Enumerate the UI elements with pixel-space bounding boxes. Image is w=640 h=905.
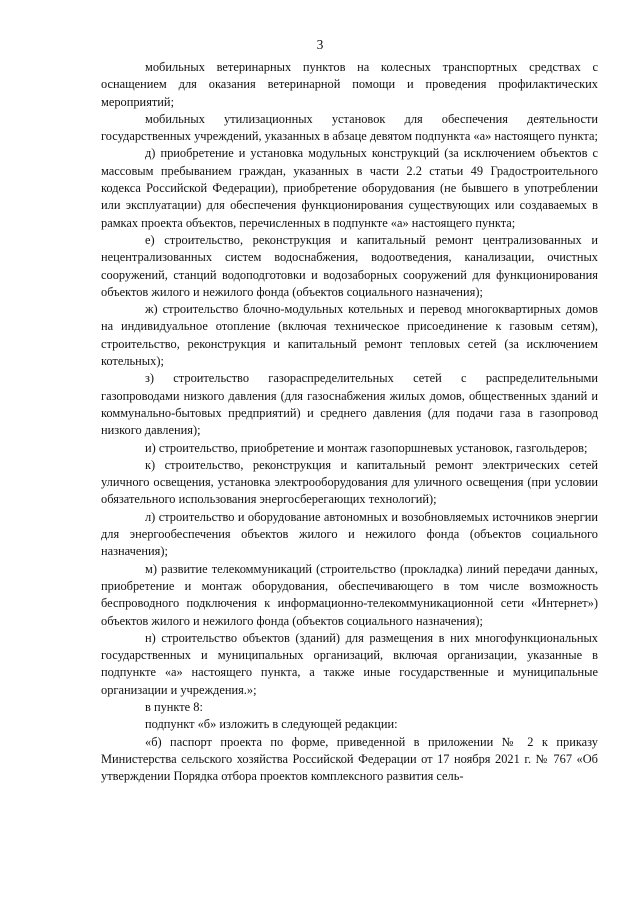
paragraph-item-e: е) строительство, реконструкция и капитальный ремонт централизованных и нецентрализованных систем водоснабжения, водоотведения, канализации, очистных сооружений, станций водоподготовки и водозаборных сооружений для функционирования объектов жилого и нежилого фонда (объектов социального назначения); xyxy=(101,232,598,299)
paragraph-item-z: з) строительство газораспределительных сетей с распределительными газопроводами низкого давления (для газоснабжения жилых домов, общественных зданий и коммунально-бытовых предприятий) и среднего давления (для подачи газа в газопровод низкого давления); xyxy=(101,371,598,438)
paragraph-item-k: к) строительство, реконструкция и капитальный ремонт электрических сетей уличного освещения, установка электрооборудования для уличного освещения (при условии обязательного использования энергосберегающих технологий); xyxy=(101,457,598,507)
page-number: 3 xyxy=(316,37,324,52)
paragraph-subpoint-b: «б) паспорт проекта по форме, приведенной в приложении № 2 к приказу Министерства сельского хозяйства Российской Федерации от 17 ноября 2021 г. № 767 «Об утверждении Порядка отбора проектов комплексного развития сель- xyxy=(101,734,598,784)
paragraph-item-d: д) приобретение и установка модульных конструкций (за исключением объектов с массовым пребыванием граждан, указанных в части 2.2 статьи 49 Градостроительного кодекса Российской Федерации), приобретение оборудования (не бывшего в употреблении или эксплуатации) для обеспечения функционирования существующих или создаваемых в рамках проекта объектов, перечисленных в подпункте «а» настоящего пункта; xyxy=(101,146,598,230)
paragraph-item-zh: ж) строительство блочно-модульных котельных и перевод многоквартирных домов на индивидуальное отопление (включая техническое присоединение к газовым сетям), строительство, реконструкция и капитальный ремонт тепловых сетей (за исключением котельных); xyxy=(101,302,598,369)
paragraph-point-8: в пункте 8: xyxy=(145,699,203,714)
paragraph-item-i: и) строительство, приобретение и монтаж газопоршневых установок, газгольдеров; xyxy=(145,440,588,455)
paragraph-mobile-vet-points: мобильных ветеринарных пунктов на колесных транспортных средствах с оснащением для оказания ветеринарной помощи и проведения профилактических мероприятий; xyxy=(101,60,598,109)
paragraph-item-n: н) строительство объектов (зданий) для размещения в них многофункциональных государственных и муниципальных организаций, включая организации, указанные в подпункте «а» настоящего пункта, а также иные государственные и муниципальные организации и учреждения.»; xyxy=(101,630,598,697)
paragraph-item-l: л) строительство и оборудование автономных и возобновляемых источников энергии для энергообеспечения объектов жилого и нежилого фонда (объектов социального назначения); xyxy=(101,509,598,559)
document-body xyxy=(101,59,598,785)
paragraph-mobile-utilization: мобильных утилизационных установок для обеспечения деятельности государственных учреждений, указанных в абзаце девятом подпункта «а» настоящего пункта; xyxy=(101,111,598,144)
paragraph-subpoint-b-intro: подпункт «б» изложить в следующей редакции: xyxy=(145,717,398,732)
paragraph-item-m: м) развитие телекоммуникаций (строительство (прокладка) линий передачи данных, приобретение и монтаж оборудования, обеспечивающего в том числе возможность беспроводного подключения к информационно-телекоммуникационной сети «Интернет») объектов жилого и нежилого фонда (объектов социального назначения); xyxy=(101,561,598,628)
